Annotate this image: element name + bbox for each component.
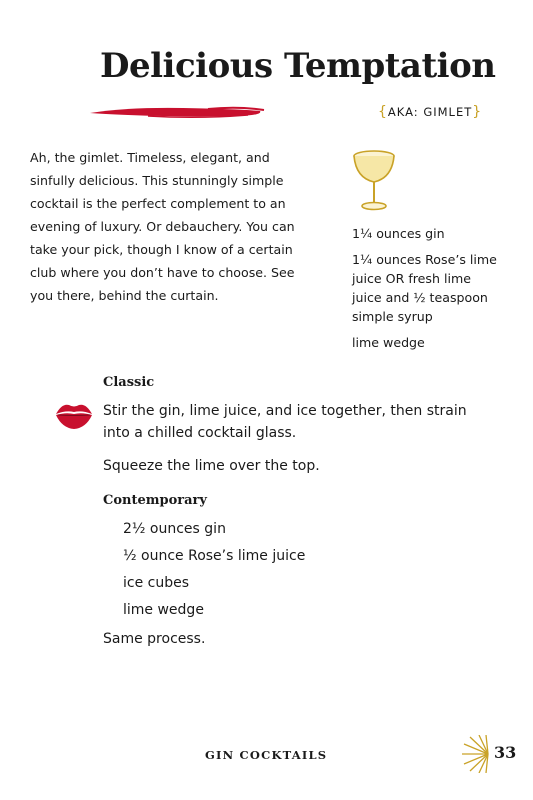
intro-paragraph: Ah, the gimlet. Timeless, elegant, and sinfully delicious. This stunningly simple cocktail is the perfect complement to an evening of luxury. Or debauchery. You can take your pick, though I know of a certain club where you don’t have to choose. See you there, behind the curtain. [30,150,295,303]
ingredient-item: lime wedge [352,335,425,350]
classic-heading: Classic [103,375,155,390]
sunburst-icon [460,735,490,773]
contemporary-ingredient-item: lime wedge [123,602,204,618]
classic-step: Squeeze the lime over the top. [103,458,320,474]
page-title: Delicious Temptation [100,46,496,86]
aka-brace-close: } [472,104,483,120]
aka-text: AKA: GIMLET [387,105,473,119]
ingredient-item: 1¼ ounces Rose’s lime juice OR fresh lime juice and ½ teaspoon simple syrup [352,252,497,324]
ingredient-list [352,224,502,359]
ingredient-item: 1¼ ounces gin [352,226,445,241]
contemporary-heading: Contemporary [103,493,207,508]
classic-step: Stir the gin, lime juice, and ice together, then strain into a chilled cocktail glass. [103,403,467,441]
aka-brace-open: { [378,104,388,120]
red-brush-stroke [88,101,268,123]
page-number: 33 [494,743,517,762]
lips-icon [54,400,94,432]
contemporary-ingredient-item: 2½ ounces gin [123,521,226,537]
aka-label [378,104,482,120]
footer-section-label: GIN COCKTAILS [205,748,328,762]
cocktail-glass-icon [350,148,398,214]
contemporary-ingredient-item: ½ ounce Rose’s lime juice [123,548,306,564]
contemporary-ingredient-list [123,518,305,626]
contemporary-ingredient-item: ice cubes [123,575,190,591]
contemporary-note: Same process. [103,631,206,647]
